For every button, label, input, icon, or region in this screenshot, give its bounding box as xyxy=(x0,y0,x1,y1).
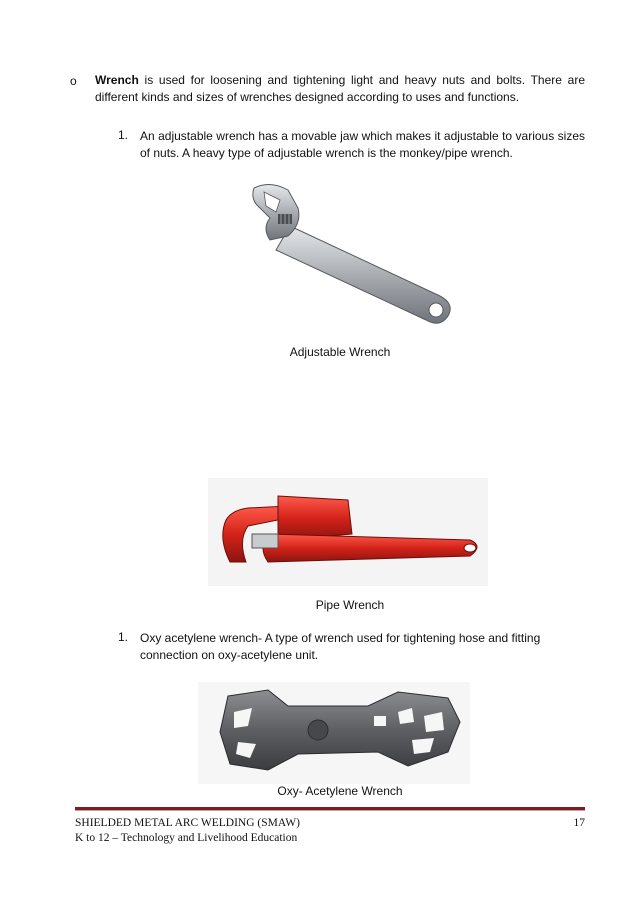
caption-adjustable-wrench: Adjustable Wrench xyxy=(289,345,391,359)
caption-oxy-acetylene-wrench: Oxy- Acetylene Wrench xyxy=(277,784,403,798)
caption-pipe-wrench: Pipe Wrench xyxy=(315,598,385,612)
footer-subtitle: K to 12 – Technology and Livelihood Education xyxy=(75,832,298,844)
bullet-marker: o xyxy=(70,74,77,88)
adjustable-wrench-image xyxy=(240,178,470,330)
footer-title: SHIELDED METAL ARC WELDING (SMAW) xyxy=(75,817,300,829)
oxy-acetylene-wrench-image xyxy=(198,682,470,784)
page-number: 17 xyxy=(573,817,585,829)
adjustable-wrench-description: An adjustable wrench has a movable jaw which makes it adjustable to various sizes of nuts. A heavy type of adjustable wrench is the monkey/pipe wrench. xyxy=(140,129,585,160)
footer-divider xyxy=(75,807,585,811)
item-number: 1. xyxy=(118,630,129,644)
term-wrench: Wrench xyxy=(95,73,139,87)
intro-text: is used for loosening and tightening light and heavy nuts and bolts. There are different kinds and sizes of wrenches designed according to uses and functions. xyxy=(95,73,585,104)
oxy-acetylene-wrench-description: Oxy acetylene wrench- A type of wrench used for tightening hose and fitting connection on oxy-acetylene unit. xyxy=(140,631,541,662)
intro-paragraph xyxy=(95,72,585,106)
pipe-wrench-image xyxy=(208,478,488,586)
item-number: 1. xyxy=(118,128,129,142)
